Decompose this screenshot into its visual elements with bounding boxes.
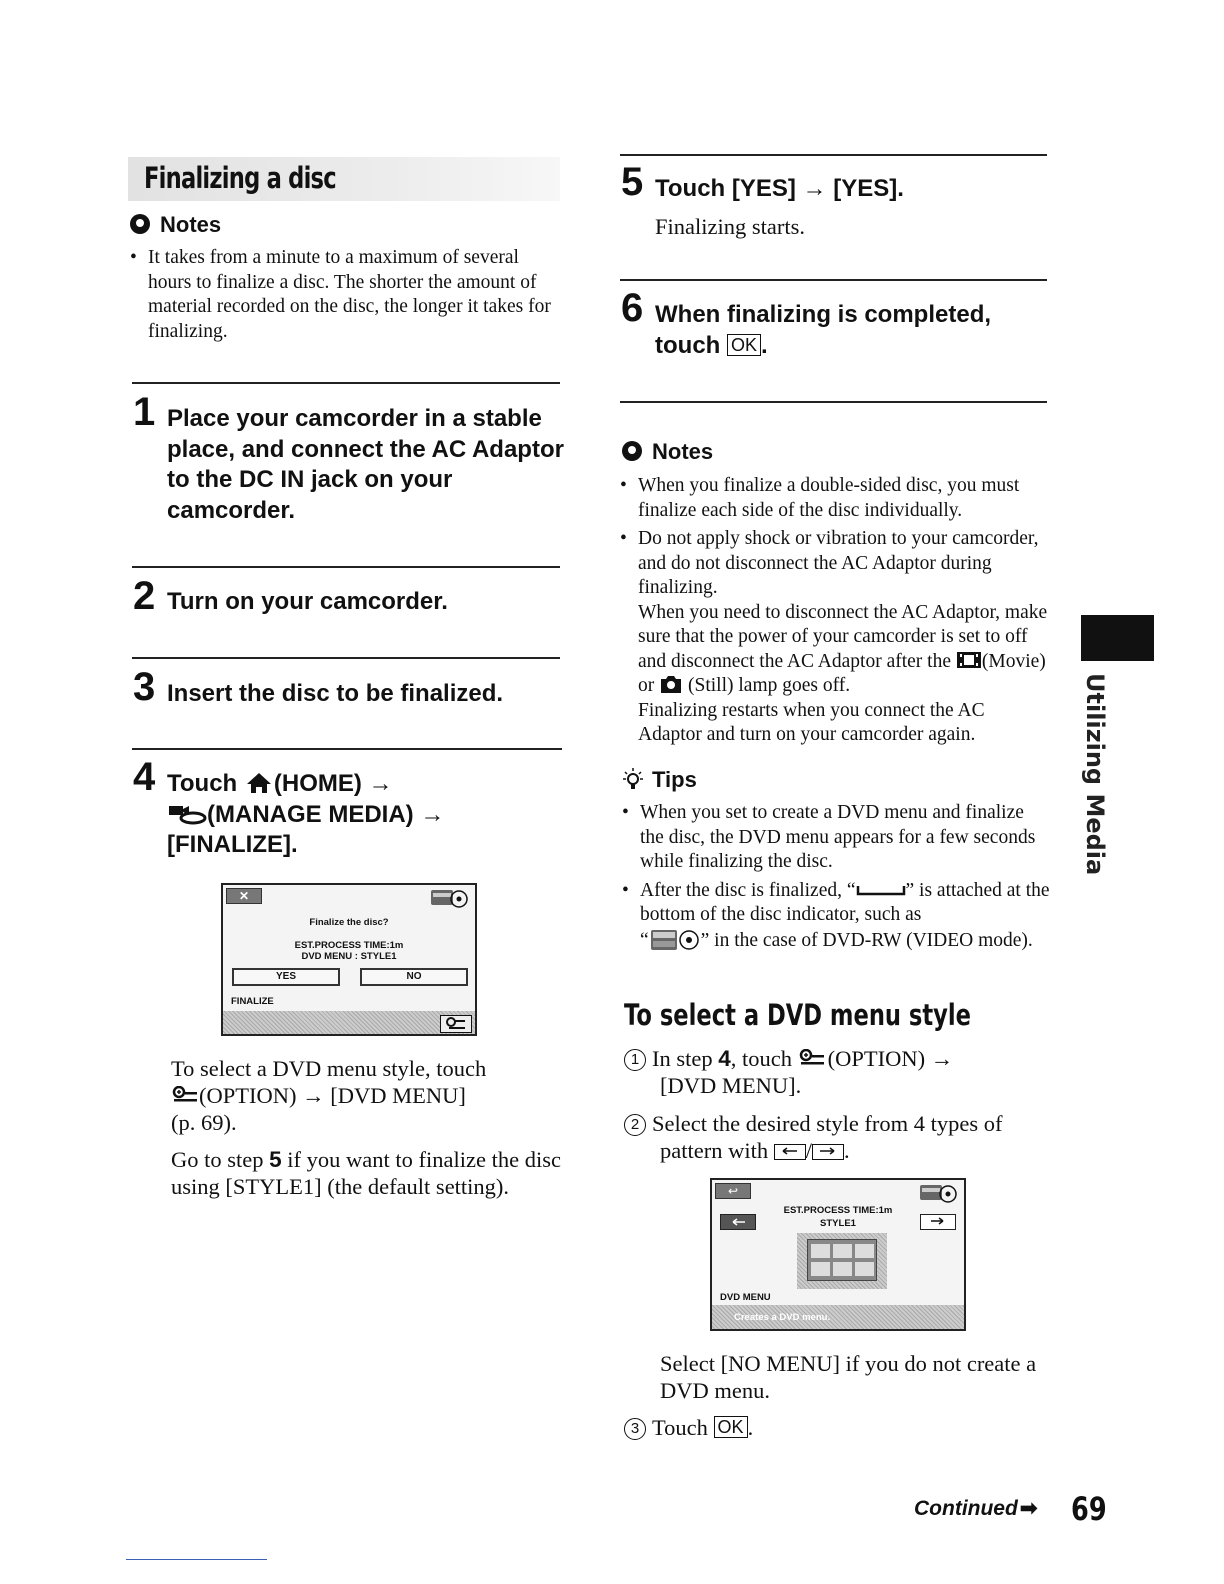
step-number: 1 [133,390,156,434]
screen-footer [712,1305,964,1331]
no-menu-note: Select [NO MENU] if you do not create a DVD menu. [660,1351,1037,1403]
dvd-rw-icon [918,1182,958,1204]
option-button[interactable] [440,1015,472,1033]
divider [620,401,1047,403]
section-title: Finalizing a disc [144,161,336,195]
footer-line [126,1559,267,1560]
divider [132,748,562,750]
option-icon [798,1049,828,1069]
est-time: EST.PROCESS TIME:1m [783,1205,893,1216]
home-icon [246,772,272,794]
back-button[interactable]: ↩ [715,1183,751,1199]
movie-lamp-icon [956,650,982,670]
ok-button-label: OK [727,334,761,356]
dvd-menu-step-2: 2 Select the desired style from 4 types of pattern with / . [624,1110,1054,1164]
est-time: EST.PROCESS TIME:1m [294,940,404,951]
step-circle: 2 [624,1114,646,1136]
page-number: 69 [1071,1490,1107,1528]
option-icon [441,1016,469,1031]
step-number: 4 [133,755,156,799]
dvd-menu-title: To select a DVD menu style [624,998,972,1032]
close-button[interactable]: ✕ [226,888,262,904]
prev-style-button[interactable] [720,1214,756,1230]
divider [132,566,560,568]
manage-media-icon [167,803,207,825]
step-circle: 3 [624,1418,646,1440]
tips-icon [622,767,644,791]
step-circle: 1 [624,1049,646,1071]
finalize-screen [221,883,477,1036]
left-arrow-icon [774,1144,806,1160]
dvd-rw-icon [429,887,469,909]
screen-hint: Creates a DVD menu. [734,1312,831,1323]
dvd-menu-step-3: 3 Touch OK . [624,1414,1054,1441]
list-item: • After the disc is finalized, “ ” is attached at the bottom of the disc indicator, such as “ ” in the case of DVD-RW (VIDEO mode). [622,879,1052,954]
list-item: • When you finalize a double-sided disc, you must finalize each side of the disc individually. [620,474,1050,523]
screen-footer [223,1011,475,1036]
next-style-button[interactable] [920,1214,956,1230]
step-5-text: Touch [YES] → [YES]. [655,175,904,202]
right-arrow-icon [812,1144,844,1160]
dvd-menu-step-1: 1 In step 4, touch (OPTION) → [DVD MENU]. [624,1045,1054,1099]
step-3-text: Insert the disc to be finalized. [167,680,504,707]
list-item: • It takes from a minute to a maximum of several hours to finalize a disc. The shorter the amount of material recorded on the disc, the longer it takes for finalizing. [130,246,560,344]
right-notes-heading: Notes [622,439,713,465]
step-number: 5 [621,160,644,204]
right-notes-list [620,474,1050,752]
option-icon [171,1086,199,1106]
screen-label: FINALIZE [231,996,274,1007]
step-number: 2 [133,574,156,618]
finalized-mark-icon [856,884,906,896]
step-4-body: To select a DVD menu style, touch (OPTION) → [DVD MENU] (p. 69). Go to step 5 if you want to finalize the disc using [STYLE1] (the default setting). [171,1056,561,1199]
screen-label: DVD MENU [720,1292,771,1303]
notes-icon [130,214,150,234]
left-notes-heading: Notes [130,212,221,238]
side-tab-block [1081,615,1154,661]
tips-heading: Tips [622,767,697,793]
divider [132,382,560,384]
step-6-text: When finalizing is completed, touch OK . [655,301,992,359]
step-number: 6 [621,286,644,330]
dvd-menu-setting: DVD MENU : STYLE1 [301,951,397,962]
section-title-bar [128,157,560,201]
finalize-question: Finalize the disc? [309,917,389,928]
dvd-menu-screen [710,1178,966,1331]
side-tab-label: Utilizing Media [1081,673,1109,876]
yes-button[interactable]: YES [232,968,340,986]
tips-list [622,801,1052,957]
step-2-text: Turn on your camcorder. [167,588,448,615]
divider [132,657,560,659]
divider [620,279,1047,281]
continued-arrow-icon: ➡ [1019,1497,1038,1520]
style-preview [797,1233,887,1289]
step-4-text: Touch (HOME) → (MANAGE MEDIA) → [FINALIZE]. [167,770,445,858]
list-item: • When you set to create a DVD menu and finalize the disc, the DVD menu appears for a few seconds while finalizing the disc. [622,801,1052,875]
style-name: STYLE1 [820,1218,856,1229]
still-lamp-icon [659,674,683,694]
divider [620,154,1047,156]
no-button[interactable]: NO [360,968,468,986]
dvd-rw-video-icon [649,928,701,952]
list-item: • Do not apply shock or vibration to your camcorder, and do not disconnect the AC Adaptor during finalizing. When you need to disconnect the AC Adaptor, make sure that the power of your camcorder is set to off and disconnect the AC Adaptor after the (Movie) or (Still) lamp goes off. Finalizing restarts when you connect the AC Adaptor and turn on your camcorder again. [620,527,1050,748]
left-notes-list [130,246,560,348]
step-1-text: Place your camcorder in a stable place, and connect the AC Adaptor to the DC IN jack on your camcorder. [167,405,564,524]
step-5-sub: Finalizing starts. [655,214,805,239]
notes-icon [622,441,642,461]
ok-button-label: OK [714,1416,748,1438]
continued-label: Continued➡ [914,1497,1038,1520]
step-number: 3 [133,665,156,709]
